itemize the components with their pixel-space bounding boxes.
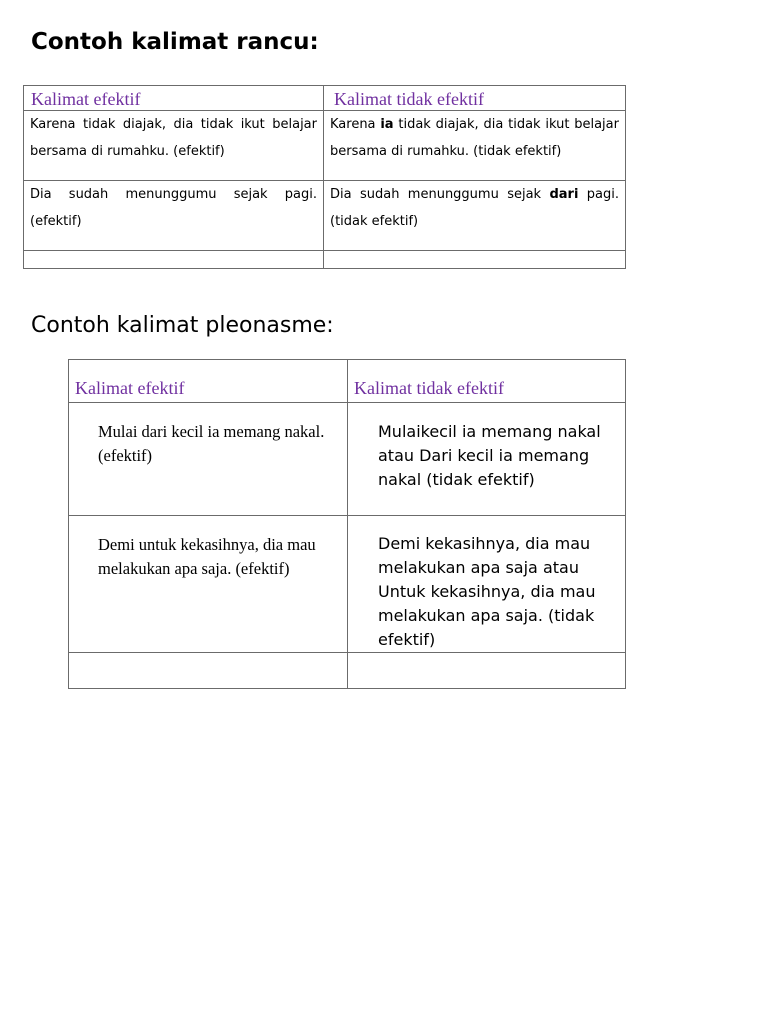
header-cell <box>24 86 324 111</box>
table-cell <box>348 403 626 516</box>
sentence-part: Dia sudah menunggumu sejak <box>330 187 550 202</box>
sentence-part: Karena <box>330 117 381 132</box>
section1-title: Contoh kalimat rancu: <box>31 29 319 55</box>
highlighted-word: ia <box>380 117 394 132</box>
table-cell <box>348 653 626 689</box>
empty-row <box>69 653 626 689</box>
table-row <box>24 181 626 251</box>
table-row <box>69 516 626 653</box>
table-cell <box>24 181 324 251</box>
rancu-table <box>23 85 626 269</box>
table-row <box>24 111 626 181</box>
sentence-part: pagi. (tidak efektif) <box>330 187 619 229</box>
table-cell <box>348 516 626 653</box>
not-effective-sentence <box>324 111 625 165</box>
table-cell <box>24 251 324 269</box>
header-cell <box>348 360 626 403</box>
empty-row <box>24 251 626 269</box>
table-cell <box>69 403 348 516</box>
table-header-row <box>69 360 626 403</box>
not-effective-sentence <box>324 181 625 235</box>
effective-sentence: Demi untuk kekasihnya, dia mau melakukan apa saja. (efektif) <box>98 535 316 578</box>
table-row <box>69 403 626 516</box>
sentence-part: tidak diajak, dia tidak ikut belajar bersama di rumahku. (tidak efektif) <box>330 117 619 159</box>
header-cell <box>324 86 626 111</box>
not-effective-sentence: Demi kekasihnya, dia mau melakukan apa saja atau Untuk kekasihnya, dia mau melakukan apa saja. (tidak efektif) <box>378 534 596 649</box>
header-effective: Kalimat efektif <box>75 378 185 398</box>
table-cell <box>324 181 626 251</box>
table-cell <box>24 111 324 181</box>
header-not-effective: Kalimat tidak efektif <box>354 378 504 398</box>
header-not-effective: Kalimat tidak efektif <box>334 89 484 109</box>
effective-sentence: Karena tidak diajak, dia tidak ikut belajar bersama di rumahku. (efektif) <box>30 117 317 159</box>
header-cell <box>69 360 348 403</box>
pleonasme-table <box>68 359 626 689</box>
table-cell <box>69 516 348 653</box>
section2-title: Contoh kalimat pleonasme: <box>31 313 334 338</box>
not-effective-sentence: Mulaikecil ia memang nakal atau Dari kecil ia memang nakal (tidak efektif) <box>378 422 601 489</box>
highlighted-word: dari <box>549 187 579 202</box>
table-cell <box>69 653 348 689</box>
table-header-row <box>24 86 626 111</box>
table-cell <box>324 251 626 269</box>
table-cell <box>324 111 626 181</box>
header-effective: Kalimat efektif <box>31 89 141 109</box>
effective-sentence: Dia sudah menunggumu sejak pagi. (efektif) <box>30 187 317 229</box>
effective-sentence: Mulai dari kecil ia memang nakal. (efektif) <box>98 422 325 465</box>
